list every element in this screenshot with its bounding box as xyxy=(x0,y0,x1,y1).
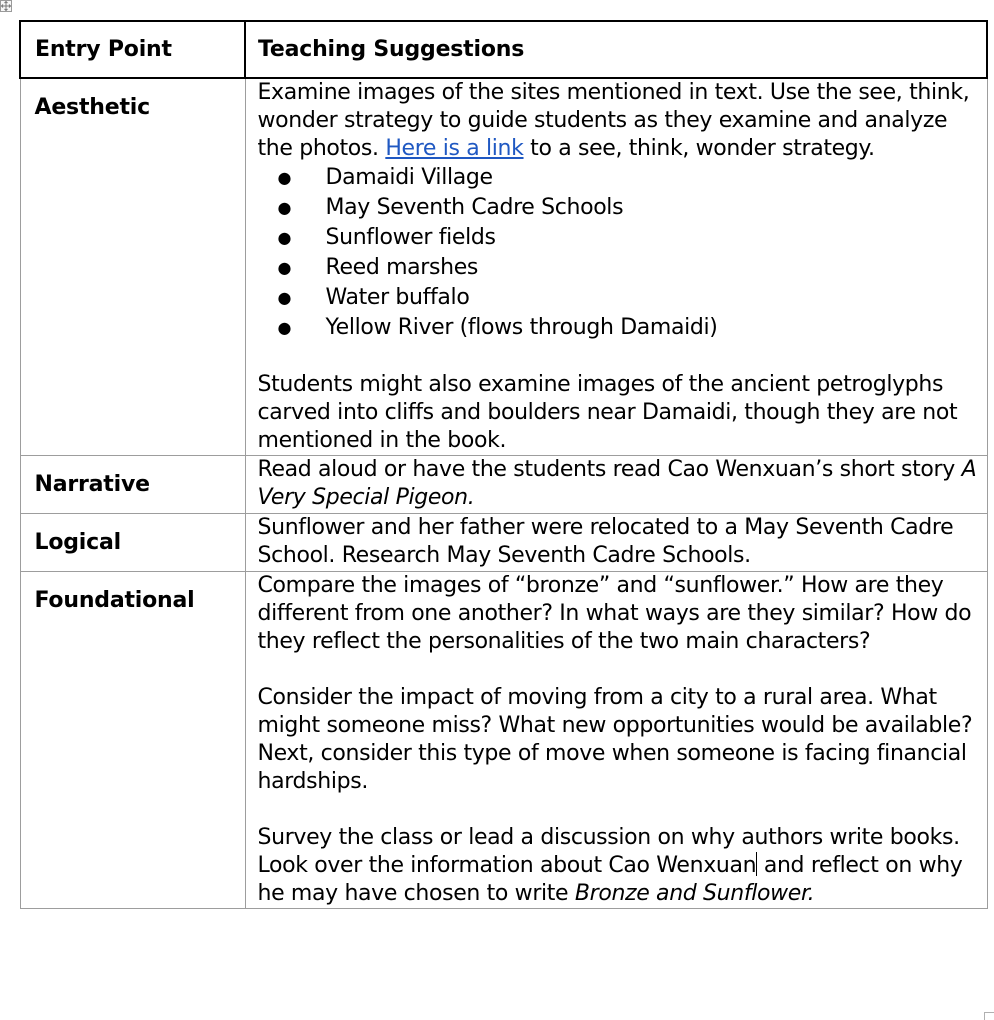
paragraph-gap xyxy=(258,343,979,371)
logical-text: Sunflower and her father were relocated to a May Seventh Cadre School. Research May Seventh Cadre Schools. xyxy=(257,515,954,568)
foundational-para-3 xyxy=(258,824,979,908)
list-item xyxy=(278,313,979,343)
list-item xyxy=(278,223,979,253)
bullet-icon: ● xyxy=(277,258,292,277)
bullet-icon: ● xyxy=(277,318,292,337)
aesthetic-closing: Students might also examine images of the ancient petroglyphs carved into cliffs and boulders near Damaidi, though they are not mentioned in the book. xyxy=(257,372,958,453)
aesthetic-intro-text-end: to a see, think, wonder strategy. xyxy=(523,136,875,161)
paragraph-gap xyxy=(258,656,979,684)
list-item-text: Sunflower fields xyxy=(325,225,496,250)
table-row-logical xyxy=(20,514,987,572)
table-row-narrative xyxy=(20,456,987,514)
entry-cell xyxy=(20,78,245,456)
paragraph-gap xyxy=(258,796,979,824)
narrative-text xyxy=(258,456,979,512)
foundational-para-1: Compare the images of “bronze” and “sunflower.” How are they different from one another? In what ways are they similar? How do they reflect the personalities of the two main characters? xyxy=(257,573,972,654)
teaching-suggestions-table xyxy=(19,20,988,909)
entry-label-narrative: Narrative xyxy=(34,472,150,497)
entry-label-foundational: Foundational xyxy=(34,588,195,613)
page-corner-mark xyxy=(984,1012,994,1020)
list-item-text: Damaidi Village xyxy=(325,165,493,190)
list-item-text: May Seventh Cadre Schools xyxy=(325,195,624,220)
header-entry-point: Entry Point xyxy=(20,21,245,78)
suggestion-cell xyxy=(245,78,987,456)
sites-bullet-list xyxy=(258,163,979,343)
list-item-text: Reed marshes xyxy=(325,255,478,280)
list-item-text: Water buffalo xyxy=(325,285,470,310)
bullet-icon: ● xyxy=(277,198,292,217)
table-header-row xyxy=(20,21,987,78)
foundational-para-3-text: Survey the class or lead a discussion on why authors write books. Look over the information about Cao Wenxuan xyxy=(257,825,960,878)
suggestion-cell xyxy=(245,572,987,909)
entry-label-logical: Logical xyxy=(34,530,121,555)
list-item xyxy=(278,283,979,313)
entry-cell xyxy=(20,456,245,514)
bullet-icon: ● xyxy=(277,168,292,187)
table-move-handle-icon[interactable] xyxy=(0,0,12,12)
story-title: A Very Special Pigeon. xyxy=(257,457,977,510)
suggestion-cell xyxy=(245,456,987,514)
header-teaching-suggestions: Teaching Suggestions xyxy=(245,21,987,78)
move-arrows-icon xyxy=(1,1,11,11)
suggestion-cell xyxy=(245,514,987,572)
entry-cell xyxy=(20,572,245,909)
list-item-text: Yellow River (flows through Damaidi) xyxy=(325,315,718,340)
narrative-text-body: Read aloud or have the students read Cao Wenxuan’s short story xyxy=(257,457,962,482)
list-item xyxy=(278,163,979,193)
bullet-icon: ● xyxy=(277,288,292,307)
list-item xyxy=(278,193,979,223)
aesthetic-intro-text: Examine images of the sites mentioned in text. Use the see, think, wonder strategy to guide students as they examine and analyze the photos. xyxy=(257,80,970,161)
foundational-para-2: Consider the impact of moving from a city to a rural area. What might someone miss? What new opportunities would be available? Next, consider this type of move when someone is facing financial hardships. xyxy=(257,685,973,794)
table-row-foundational xyxy=(20,572,987,909)
see-think-wonder-link[interactable]: Here is a link xyxy=(385,136,524,161)
entry-cell xyxy=(20,514,245,572)
book-title: Bronze and Sunflower. xyxy=(574,881,815,906)
bullet-icon: ● xyxy=(277,228,292,247)
table-row-aesthetic xyxy=(20,78,987,456)
list-item xyxy=(278,253,979,283)
entry-label-aesthetic: Aesthetic xyxy=(34,95,150,120)
aesthetic-intro xyxy=(258,79,979,163)
foundational-para-3-text-end: and reflect on why he may have chosen to write xyxy=(257,853,963,906)
